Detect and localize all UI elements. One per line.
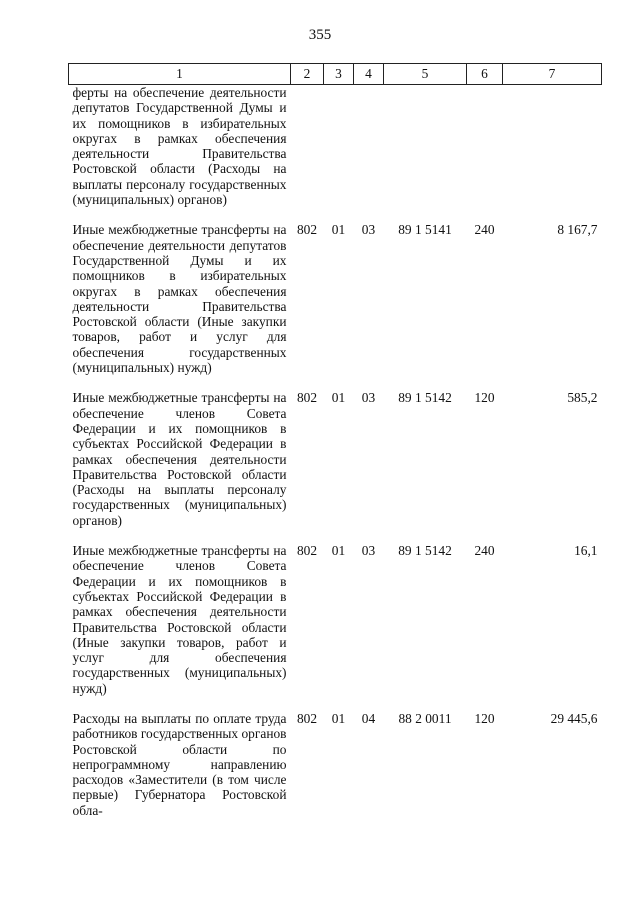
budget-table — [68, 63, 602, 818]
row-amount: 8 167,7 — [557, 222, 598, 238]
row-description: ферты на обеспечение деятельности депутатов Государственной Думы и их помощников в избирательных округах в рамках обеспечения деятельности Правительства Ростовской области (Расходы на выплаты персоналу государственных (муниципальных) органов) — [72, 85, 287, 208]
row-ministry: 802 — [296, 710, 318, 726]
table-row — [69, 696, 602, 818]
row-target-article: 89 1 5141 — [398, 222, 452, 238]
table-row — [69, 375, 602, 528]
row-amount: 16,1 — [574, 543, 598, 559]
row-expense-type — [467, 85, 503, 208]
row-ministry: 802 — [296, 543, 318, 559]
row-section: 01 — [331, 710, 346, 726]
header-row — [69, 64, 602, 85]
row-section: 01 — [331, 390, 346, 406]
column-header-description: 1 — [69, 64, 291, 85]
column-header-section: 3 — [324, 64, 354, 85]
row-ministry: 802 — [296, 222, 318, 238]
row-amount: 29 445,6 — [550, 710, 598, 726]
row-expense-type: 240 — [474, 222, 495, 238]
table-row — [69, 85, 602, 208]
row-subsection: 03 — [361, 543, 376, 559]
column-header-ministry: 2 — [291, 64, 324, 85]
row-subsection — [354, 85, 384, 208]
row-description: Иные межбюджетные трансферты на обеспечение членов Совета Федерации и их помощников в субъектах Российской Федерации в рамках обеспечения деятельности Правительства Ростовской области (Расходы на выплаты персоналу государственных (муниципальных) органов) — [72, 390, 287, 528]
row-expense-type: 240 — [474, 543, 495, 559]
row-subsection: 04 — [361, 710, 376, 726]
row-section: 01 — [331, 543, 346, 559]
row-amount — [503, 85, 602, 208]
row-section: 01 — [331, 222, 346, 238]
table-header — [69, 64, 602, 85]
row-target-article — [384, 85, 467, 208]
row-section — [324, 85, 354, 208]
row-expense-type: 120 — [474, 710, 495, 726]
row-subsection: 03 — [361, 222, 376, 238]
row-ministry: 802 — [296, 390, 318, 406]
row-amount: 585,2 — [567, 390, 598, 406]
row-description: Иные межбюджетные трансферты на обеспечение деятельности депутатов Государственной Думы и их помощников в избирательных округах в рамках обеспечения деятельности Правительства Ростовской области (Иные закупки товаров, работ и услуг для обеспечения государственных (муниципальных) нужд) — [72, 222, 287, 376]
row-description: Расходы на выплаты по оплате труда работников государственных органов Ростовской области по непрограммному направлению расходов «Заместители (в том числе первые) Губернатора Ростовской обла- — [72, 710, 287, 818]
table-row — [69, 207, 602, 375]
row-subsection: 03 — [361, 390, 376, 406]
row-expense-type: 120 — [474, 390, 495, 406]
column-header-subsection: 4 — [354, 64, 384, 85]
column-header-target-article: 5 — [384, 64, 467, 85]
page-number: 355 — [308, 27, 332, 43]
column-header-amount: 7 — [503, 64, 602, 85]
row-target-article: 88 2 0011 — [398, 710, 452, 726]
row-description: Иные межбюджетные трансферты на обеспечение членов Совета Федерации и их помощников в субъектах Российской Федерации в рамках обеспечения деятельности Правительства Ростовской области (Иные закупки товаров, работ и услуг для обеспечения государственных (муниципальных) нужд) — [72, 543, 287, 696]
column-header-expense-type: 6 — [467, 64, 503, 85]
row-target-article: 89 1 5142 — [398, 543, 452, 559]
row-target-article: 89 1 5142 — [398, 390, 452, 406]
table-body — [69, 85, 602, 819]
row-ministry — [291, 85, 324, 208]
table-row — [69, 528, 602, 696]
